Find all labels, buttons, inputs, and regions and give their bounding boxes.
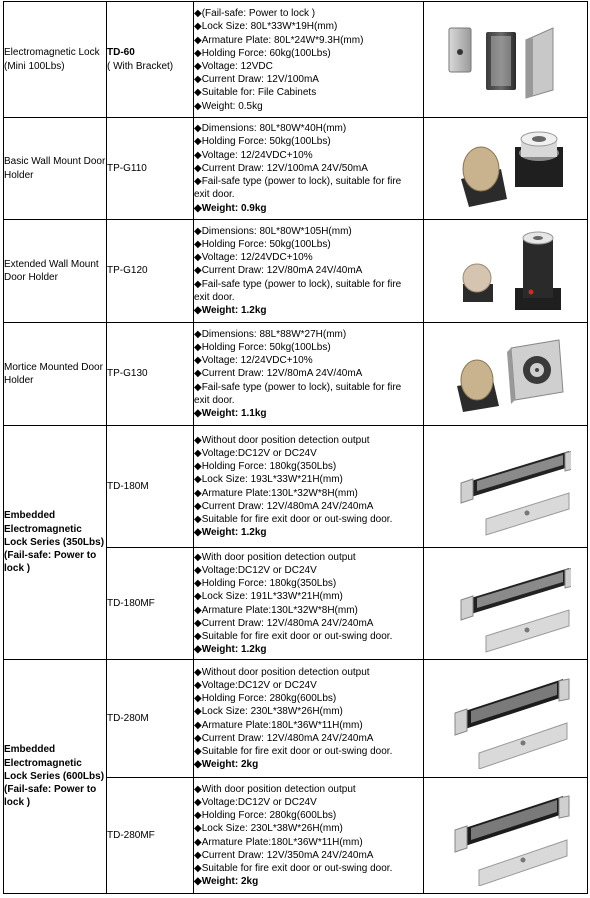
spec-line: ◆Lock Size: 80L*33W*19H(mm): [194, 21, 338, 33]
spec-line: ◆Lock Size: 193L*33W*21H(mm): [194, 474, 343, 486]
spec-line: ◆Current Draw: 12V/100mA: [194, 74, 319, 86]
product-name: Electromagnetic Lock (Mini 100Lbs): [4, 2, 107, 118]
spec-list: [194, 323, 424, 426]
spec-line: ◆(Fail-safe: Power to lock ): [194, 8, 316, 20]
spec-line: ◆Voltage:DC12V or DC24V: [194, 679, 317, 691]
product-row: [4, 660, 588, 778]
model-number: TD-280MF: [107, 778, 194, 894]
spec-line: ◆Voltage: 12VDC: [194, 61, 273, 72]
embedded-maglock-180-image: [424, 426, 588, 548]
spec-line: ◆Dimensions: 80L*80W*40H(mm): [194, 123, 347, 135]
spec-line: ◆Holding Force: 60kg(100Lbs): [194, 47, 331, 59]
spec-line: ◆With door position detection output: [194, 783, 356, 795]
spec-list: [194, 548, 424, 660]
spec-line: ◆Current Draw: 12V/100mA 24V/50mA: [194, 162, 368, 174]
spec-line: ◆Weight: 1.2kg: [194, 644, 267, 656]
product-row: [4, 323, 588, 426]
spec-line: ◆Holding Force: 180kg(350Lbs): [194, 578, 337, 590]
spec-line: ◆Voltage: 12/24VDC+10%: [194, 355, 313, 367]
spec-line: ◆Current Draw: 12V/480mA 24V/240mA: [194, 500, 374, 512]
mini-lock-with-bracket-image: [424, 2, 588, 118]
spec-line: ◆Weight: 1.2kg: [194, 527, 267, 539]
spec-line: ◆Holding Force: 50kg(100Lbs): [194, 136, 331, 148]
spec-line: ◆Voltage:DC12V or DC24V: [194, 796, 317, 808]
spec-line: ◆Weight: 0.9kg: [194, 202, 267, 214]
spec-list: [194, 2, 424, 118]
spec-list: [194, 118, 424, 220]
spec-line: ◆Holding Force: 280kg(600Lbs): [194, 693, 337, 705]
spec-line: ◆Dimensions: 88L*88W*27H(mm): [194, 328, 347, 340]
spec-list: [194, 660, 424, 778]
spec-line: ◆Armature Plate:180L*36W*11H(mm): [194, 836, 363, 848]
spec-line: ◆Suitable for fire exit door or out-swing door.: [194, 630, 393, 642]
spec-list: [194, 426, 424, 548]
spec-line: ◆Weight: 0.5kg: [194, 100, 263, 112]
product-spec-table: [3, 1, 588, 894]
mortice-door-holder-image: [424, 323, 588, 426]
product-series-name: Embedded Electromagnetic Lock Series (350Lbs) (Fail-safe: Power to lock ): [4, 426, 107, 660]
spec-line: ◆Lock Size: 230L*38W*26H(mm): [194, 823, 343, 835]
spec-line: ◆Fail-safe type (power to lock), suitable for fire: [194, 176, 402, 188]
spec-line: ◆Weight: 1.2kg: [194, 305, 267, 316]
spec-line: ◆Voltage: 12/24VDC+10%: [194, 149, 313, 161]
spec-line: ◆Armature Plate:180L*36W*11H(mm): [194, 719, 363, 731]
spec-line: ◆Dimensions: 80L*80W*105H(mm): [194, 225, 352, 237]
spec-list: [194, 778, 424, 894]
spec-line: ◆Without door position detection output: [194, 434, 370, 446]
spec-line: ◆Holding Force: 280kg(600Lbs): [194, 810, 337, 822]
model-number: TP-G110: [107, 118, 194, 220]
product-name: Mortice Mounted Door Holder: [4, 323, 107, 426]
spec-line: ◆Current Draw: 12V/80mA 24V/40mA: [194, 368, 363, 380]
product-name: Extended Wall Mount Door Holder: [4, 220, 107, 323]
spec-line: ◆Current Draw: 12V/480mA 24V/240mA: [194, 617, 374, 629]
spec-line: ◆Weight: 2kg: [194, 876, 259, 888]
spec-line: ◆Weight: 2kg: [194, 759, 259, 771]
model-number: TD-180MF: [107, 548, 194, 660]
embedded-maglock-180f-image: [424, 548, 588, 660]
spec-line: ◆Lock Size: 230L*38W*26H(mm): [194, 706, 343, 718]
spec-line: exit door.: [194, 394, 235, 406]
spec-line: ◆With door position detection output: [194, 551, 356, 563]
spec-line: ◆Voltage:DC12V or DC24V: [194, 447, 317, 459]
product-row: [4, 426, 588, 548]
spec-list: [194, 220, 424, 323]
spec-line: exit door.: [194, 291, 235, 303]
basic-door-holder-image: [424, 118, 588, 220]
spec-line: ◆Armature Plate: 80L*24W*9.3H(mm): [194, 34, 364, 46]
spec-line: ◆Current Draw: 12V/480mA 24V/240mA: [194, 732, 374, 744]
product-row: [4, 2, 588, 118]
spec-line: ◆Without door position detection output: [194, 666, 370, 678]
spec-line: ◆Fail-safe type (power to lock), suitable for fire: [194, 381, 402, 393]
spec-line: ◆Holding Force: 50kg(100Lbs): [194, 238, 331, 250]
spec-line: ◆Holding Force: 50kg(100Lbs): [194, 341, 331, 353]
spec-line: ◆Suitable for: File Cabinets: [194, 87, 317, 99]
product-row: [4, 118, 588, 220]
model-number: TP-G130: [107, 323, 194, 426]
spec-line: ◆Suitable for fire exit door or out-swing door.: [194, 745, 393, 757]
product-row: [4, 220, 588, 323]
model-number: TP-G120: [107, 220, 194, 323]
spec-line: ◆Suitable for fire exit door or out-swing door.: [194, 862, 393, 874]
model-number: TD-60 ( With Bracket): [107, 2, 194, 118]
product-series-name: Embedded Electromagnetic Lock Series (600Lbs) (Fail-safe: Power to lock ): [4, 660, 107, 894]
embedded-maglock-280-image: [424, 660, 588, 778]
spec-line: ◆Current Draw: 12V/80mA 24V/40mA: [194, 265, 363, 277]
spec-line: ◆Holding Force: 180kg(350Lbs): [194, 461, 337, 473]
spec-line: ◆Voltage: 12/24VDC+10%: [194, 252, 313, 264]
spec-line: ◆Weight: 1.1kg: [194, 408, 267, 419]
model-number: TD-180M: [107, 426, 194, 548]
extended-door-holder-image: [424, 220, 588, 323]
spec-line: ◆Voltage:DC12V or DC24V: [194, 564, 317, 576]
spec-line: ◆Armature Plate:130L*32W*8H(mm): [194, 604, 358, 616]
spec-line: ◆Lock Size: 191L*33W*21H(mm): [194, 591, 343, 603]
spec-line: ◆Suitable for fire exit door or out-swing door.: [194, 513, 393, 525]
spec-line: ◆Fail-safe type (power to lock), suitable for fire: [194, 278, 402, 290]
model-number: TD-280M: [107, 660, 194, 778]
embedded-maglock-280f-image: [424, 778, 588, 894]
spec-line: ◆Current Draw: 12V/350mA 24V/240mA: [194, 849, 374, 861]
spec-line: exit door.: [194, 189, 235, 201]
spec-line: ◆Armature Plate:130L*32W*8H(mm): [194, 487, 358, 499]
product-name: Basic Wall Mount Door Holder: [4, 118, 107, 220]
